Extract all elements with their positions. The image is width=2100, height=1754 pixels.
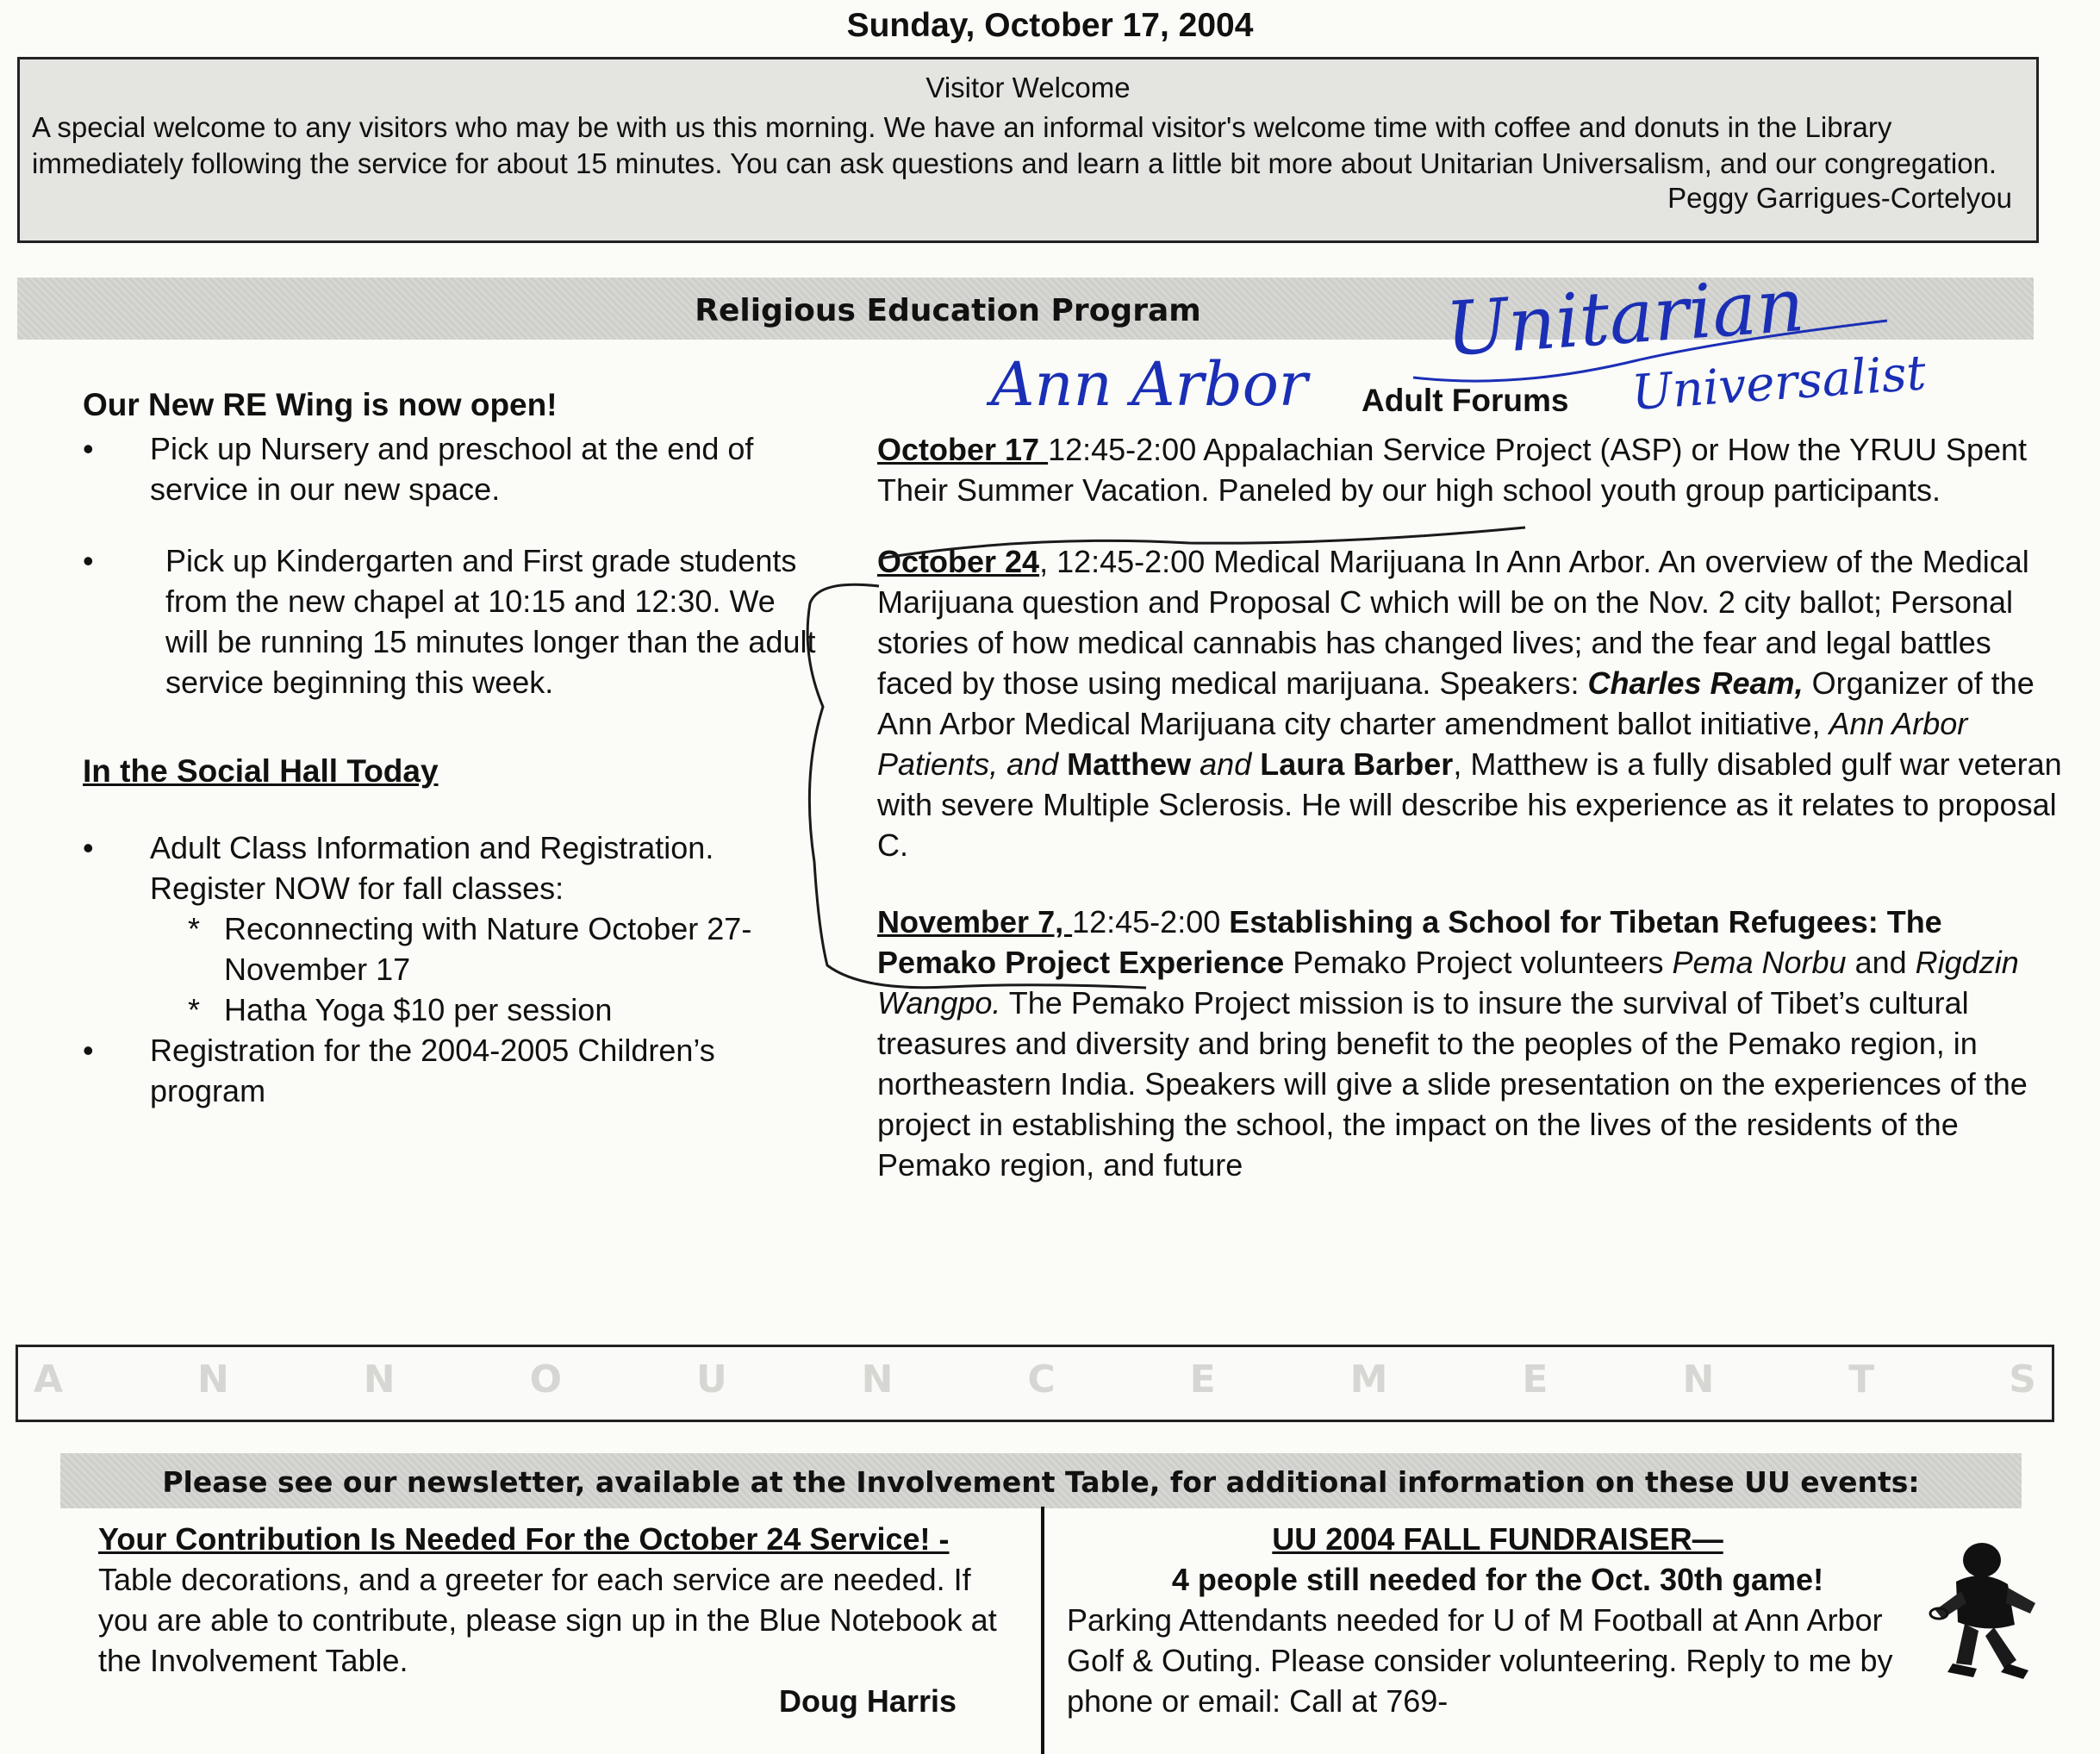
fundraiser-announcement	[1067, 1519, 1929, 1721]
banner-letter: N	[363, 1358, 396, 1401]
banner-letter: U	[695, 1358, 727, 1401]
speaker-name: Laura Barber	[1260, 746, 1454, 782]
forum-date: October 17	[877, 432, 1049, 467]
social-hall-list	[83, 827, 824, 908]
football-player-icon	[1922, 1534, 2051, 1689]
re-wing-heading: Our New RE Wing is now open!	[83, 387, 558, 422]
sub-list-item: * Hatha Yoga $10 per session	[188, 992, 613, 1027]
sub-list-item: * Reconnecting with Nature October 27- November 17	[188, 911, 752, 987]
list-item: • Adult Class Information and Registration. Register NOW for fall classes:	[83, 827, 824, 908]
fundraiser-text: Parking Attendants needed for U of M Football at Ann Arbor Golf & Outing. Please consider volunteering. Reply to me by phone or email: Call at 769-	[1067, 1602, 1893, 1719]
forum-text: 12:45-2:00 Appalachian Service Project (ASP) or How the YRUU Spent Their Summer Vacation. Paneled by our high school youth group participants.	[877, 432, 2028, 508]
adult-forums-column	[877, 429, 2066, 1211]
fundraiser-heading: UU 2004 FALL FUNDRAISER—	[1272, 1521, 1723, 1557]
forum-oct17	[877, 429, 2066, 510]
handwriting-unitarian: Unitarian	[1443, 262, 1807, 373]
banner-letter: S	[2009, 1358, 2036, 1401]
newsletter-note: Please see our newsletter, available at the Involvement Table, for additional information on these UU events:	[162, 1465, 1920, 1499]
handwriting-universalist: Universalist	[1630, 345, 1929, 421]
banner-letter: A	[34, 1358, 64, 1401]
re-wing-list	[83, 428, 824, 702]
visitor-welcome-title: Visitor Welcome	[925, 72, 1131, 103]
forum-text: Organizer of the Ann Arbor Medical Marijuana city charter amendment ballot initiative,	[877, 665, 2035, 741]
banner-letter: E	[1189, 1358, 1216, 1401]
announcements-banner	[16, 1345, 2054, 1422]
banner-letter: N	[197, 1358, 229, 1401]
social-hall-list-2	[83, 1030, 824, 1111]
re-left-column	[83, 384, 824, 1111]
bulletin-date: Sunday, October 17, 2004	[846, 7, 1254, 44]
forum-text: Pemako Project volunteers	[1284, 945, 1673, 980]
banner-letter: C	[1027, 1358, 1056, 1401]
visitor-welcome-text: A special welcome to any visitors who may be with us this morning. We have an informal visitor's welcome time with coffee and donuts in the Library immediately following the service for about 15 minutes. You can ask questions and learn a little bit more about Unitarian Universalism, and our congregation.	[32, 111, 1997, 179]
adult-forums-title: Adult Forums	[1362, 383, 1569, 418]
banner-letter: N	[861, 1358, 894, 1401]
list-item: • Pick up Nursery and preschool at the end of service in our new space.	[83, 428, 824, 509]
handwriting-ann-arbor: Ann Arbor	[991, 349, 1308, 420]
visitor-welcome-signature: Peggy Garrigues-Cortelyou	[1667, 182, 2012, 214]
forum-date: November 7,	[877, 904, 1073, 939]
forum-text: , 12:45-2:00 Medical Marijuana In Ann Arbor. An overview of the Medical Marijuana question and Proposal C which will be on the Nov. 2 city ballot; Personal stories of how medical cannabis has changed lives; and the fear and legal battles faced by those using medical marijuana. Speakers:	[877, 544, 2029, 701]
list-item-text: Pick up Kindergarten and First grade students from the new chapel at 10:15 and 12:30. We will be running 15 minutes longer than the adult service beginning this week.	[165, 543, 816, 700]
contribution-signature: Doug Harris	[778, 1683, 957, 1719]
banner-letter: O	[529, 1358, 562, 1401]
conjunction: and	[1191, 746, 1261, 782]
forum-text: , Matthew is a fully disabled gulf war veteran with severe Multiple Sclerosis. He will describe his experience as it relates to proposal C.	[877, 746, 2062, 863]
fundraiser-subheading: 4 people still needed for the Oct. 30th game!	[1171, 1562, 1824, 1597]
banner-letter: T	[1848, 1358, 1875, 1401]
list-item	[83, 540, 824, 702]
contribution-heading: Your Contribution Is Needed For the October 24 Service! -	[98, 1521, 950, 1557]
social-hall-heading: In the Social Hall Today	[83, 753, 439, 789]
list-item: • Registration for the 2004-2005 Children’s program	[83, 1030, 824, 1111]
speaker-name: Rigdzin Wangpo.	[877, 945, 2019, 1021]
column-divider	[1041, 1507, 1044, 1754]
speaker-name: Matthew	[1067, 746, 1192, 782]
speaker-name: Pema Norbu	[1672, 945, 1847, 980]
announcements-letters	[18, 1358, 2052, 1401]
speaker-name: Charles Ream,	[1587, 665, 1804, 701]
re-program-title: Religious Education Program	[695, 293, 1201, 328]
banner-letter: N	[1682, 1358, 1715, 1401]
contribution-announcement	[98, 1519, 1012, 1721]
forum-title: Establishing a School for Tibetan Refugees: The Pemako Project Experience	[877, 904, 1942, 980]
banner-letter: M	[1349, 1358, 1388, 1401]
contribution-text: Table decorations, and a greeter for each service are needed. If you are able to contribute, please sign up in the Blue Notebook at the Involvement Table.	[98, 1562, 997, 1678]
forum-time: 12:45-2:00	[1072, 904, 1230, 939]
forum-text: The Pemako Project mission is to insure the survival of Tibet’s cultural treasures and diversity and bring benefit to the peoples of the Pemako region, in northeastern India. Speakers will give a slide presentation on the experiences of the project in establishing the school, the impact on the lives of the residents of the Pemako region, and future	[877, 985, 2028, 1183]
visitor-welcome-box	[17, 57, 2039, 243]
forum-oct24	[877, 541, 2066, 865]
organization-name: Ann Arbor Patients, and	[877, 706, 1968, 782]
forum-nov7	[877, 902, 2066, 1185]
conjunction: and	[1846, 945, 1916, 980]
forum-date: October 24	[877, 544, 1040, 579]
banner-letter: E	[1522, 1358, 1549, 1401]
